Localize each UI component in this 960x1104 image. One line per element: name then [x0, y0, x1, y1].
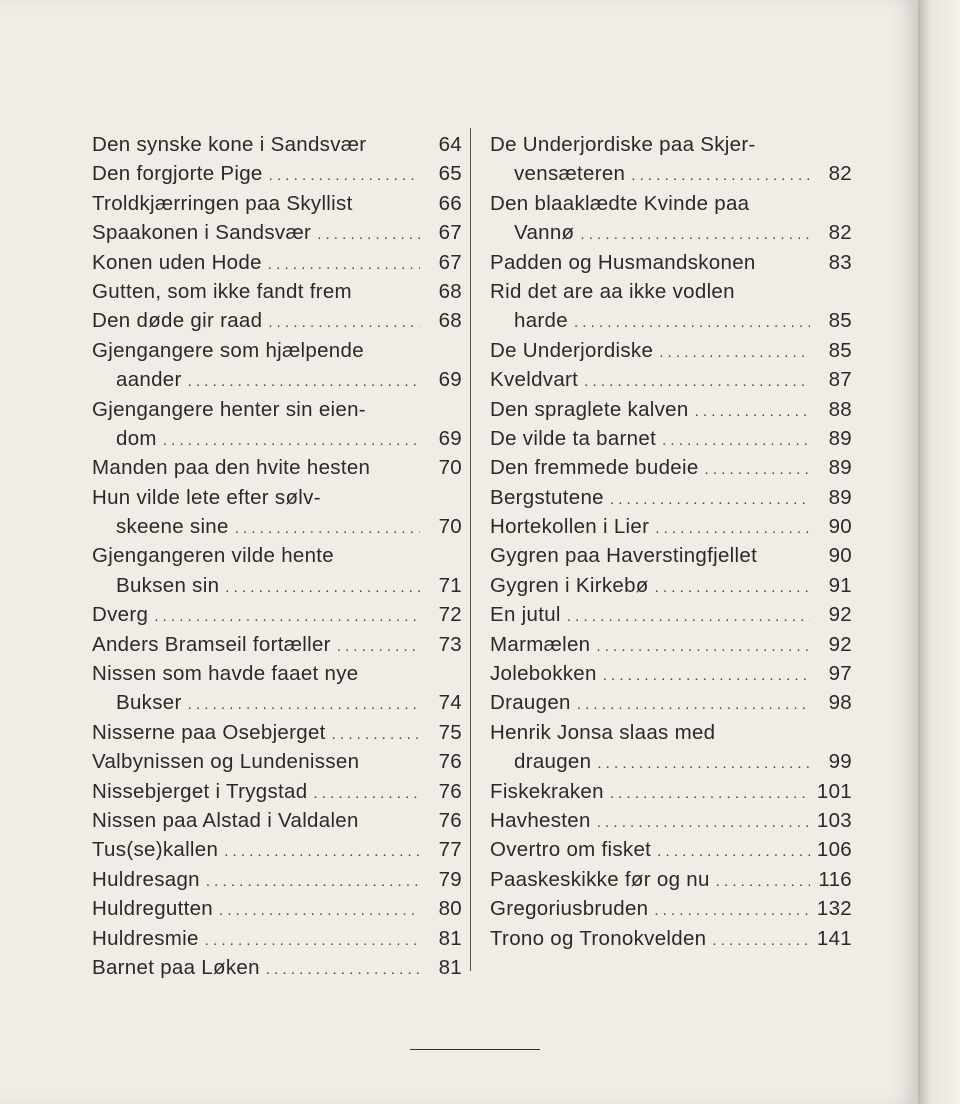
toc-page-number: 90 [828, 515, 852, 539]
leader-dots [268, 250, 420, 279]
toc-column-left [92, 130, 462, 982]
toc-entry-line [490, 189, 852, 218]
toc-entry [92, 718, 462, 747]
toc-entry-line [490, 924, 852, 953]
toc-entry-title: Vannø [514, 221, 575, 245]
toc-entry [92, 953, 462, 982]
toc-entry-title: Nisserne paa Osebjerget [92, 720, 326, 744]
toc-column-right [490, 130, 852, 953]
toc-entry [92, 865, 462, 894]
toc-entry-line [490, 718, 852, 747]
leader-dots [188, 367, 420, 396]
toc-entry-title: Gygren paa Haverstingfjellet [490, 544, 758, 568]
leader-dots [268, 308, 420, 337]
toc-entry-title: De Underjordiske paa Skjer- [490, 133, 756, 156]
leader-dots [224, 837, 420, 866]
toc-page-number: 103 [816, 808, 852, 832]
toc-entry [92, 777, 462, 806]
toc-entry-line [490, 894, 852, 923]
toc-entry-line [92, 159, 462, 188]
toc-entry [92, 248, 462, 277]
toc-entry-title: Nissebjerget i Trygstad [92, 779, 308, 803]
leader-dots [337, 632, 420, 661]
leader-dots [657, 837, 810, 866]
toc-page-number: 99 [828, 750, 852, 774]
toc-entry-title: Den forgjorte Pige [92, 162, 263, 186]
leader-dots [205, 926, 420, 955]
leader-dots [317, 220, 420, 249]
toc-entry-line [92, 865, 462, 894]
toc-entry-line [92, 571, 462, 600]
leader-dots [163, 426, 420, 455]
toc-entry [92, 189, 462, 218]
toc-entry-title: Huldresagn [92, 867, 200, 891]
leader-dots [603, 661, 810, 690]
toc-entry [92, 924, 462, 953]
toc-entry-title: Bukser [116, 691, 182, 715]
toc-entry-line [490, 248, 852, 277]
toc-entry-title: Spaakonen i Sandsvær [92, 221, 312, 245]
toc-entry-title: Tus(se)kallen [92, 838, 219, 862]
toc-entry [92, 806, 462, 835]
toc-entry-title: Gygren i Kirkebø [490, 573, 649, 597]
toc-page-number: 71 [438, 573, 462, 597]
toc-entry-title: Buksen sin [116, 573, 220, 597]
toc-entry [490, 512, 852, 541]
toc-page-number: 91 [828, 573, 852, 597]
toc-entry-title: Kveldvart [490, 368, 579, 392]
toc-entry [92, 835, 462, 864]
toc-page-number: 72 [438, 603, 462, 627]
toc-entry-line [490, 512, 852, 541]
leader-dots [695, 397, 810, 426]
leader-dots [235, 514, 420, 543]
toc-page-number: 141 [816, 926, 852, 950]
toc-entry-line [490, 218, 852, 247]
toc-entry [92, 541, 462, 600]
toc-entry-title: Gjengangere henter sin eien- [92, 397, 366, 421]
toc-entry-line [92, 630, 462, 659]
leader-dots [654, 896, 810, 925]
toc-page-number: 83 [828, 250, 852, 274]
toc-entry-title: Anders Bramseil fortæller [92, 632, 331, 656]
toc-entry [92, 159, 462, 188]
toc-entry [490, 130, 852, 189]
leader-dots [662, 426, 810, 455]
toc-entry [92, 747, 462, 776]
toc-page-number: 69 [438, 368, 462, 392]
toc-entry-line [92, 365, 462, 394]
toc-entry [490, 924, 852, 953]
toc-entry-title: aander [116, 368, 182, 392]
toc-entry-line [490, 541, 852, 570]
toc-entry-line [490, 159, 852, 188]
toc-entry-line [490, 659, 852, 688]
toc-entry [490, 630, 852, 659]
toc-entry-line [490, 630, 852, 659]
toc-entry [490, 806, 852, 835]
toc-entry-title: Nissen paa Alstad i Valdalen [92, 808, 359, 832]
toc-entry-title: Gjengangere som hjælpende [92, 338, 364, 362]
toc-entry [490, 395, 852, 424]
toc-entry [92, 483, 462, 542]
toc-entry-title: Rid det are aa ikke vodlen [490, 279, 735, 303]
toc-entry-line [92, 453, 462, 482]
toc-entry-title: Padden og Husmandskonen [490, 250, 756, 274]
toc-page-number: 82 [828, 162, 852, 186]
toc-entry [92, 630, 462, 659]
leader-dots [269, 161, 420, 190]
leader-dots [188, 690, 420, 719]
leader-dots [655, 514, 810, 543]
toc-entry-line [490, 806, 852, 835]
toc-entry-title: Nissen som havde faaet nye [92, 662, 359, 686]
toc-entry [92, 659, 462, 718]
toc-page-number: 69 [438, 426, 462, 450]
toc-entry [490, 541, 852, 570]
toc-entry-title: Huldresmie [92, 926, 199, 950]
toc-page-number: 65 [438, 162, 462, 186]
toc-page-number: 68 [438, 279, 462, 303]
toc-entry-line [490, 747, 852, 776]
toc-entry [490, 424, 852, 453]
toc-entry-line [490, 395, 852, 424]
toc-entry-line [92, 189, 462, 218]
toc-entry-line [490, 365, 852, 394]
toc-entry-title: De vilde ta barnet [490, 426, 657, 450]
toc-entry [490, 659, 852, 688]
toc-page-number: 70 [438, 456, 462, 480]
toc-entry-line [490, 483, 852, 512]
toc-entry [92, 395, 462, 454]
toc-page-number: 90 [828, 544, 852, 568]
toc-entry-line [92, 541, 462, 570]
leader-dots [584, 367, 810, 396]
leader-dots [266, 955, 420, 984]
toc-entry-line [490, 865, 852, 894]
toc-entry-title: Bergstutene [490, 485, 604, 509]
leader-dots [574, 308, 810, 337]
toc-entry-title: Valbynissen og Lundenissen [92, 750, 360, 774]
toc-entry-title: Den synske kone i Sandsvær [92, 133, 367, 156]
toc-entry [92, 218, 462, 247]
toc-entry-line [92, 218, 462, 247]
column-divider [470, 128, 471, 971]
toc-entry-line [92, 777, 462, 806]
leader-dots [610, 485, 810, 514]
toc-entry [490, 835, 852, 864]
toc-page-number: 88 [828, 397, 852, 421]
toc-entry-title: Gutten, som ikke fandt frem [92, 279, 352, 303]
toc-entry-line [92, 306, 462, 335]
toc-entry-line [92, 688, 462, 717]
toc-entry-line [490, 336, 852, 365]
toc-page-number: 92 [828, 603, 852, 627]
toc-entry-title: Konen uden Hode [92, 250, 262, 274]
toc-entry-title: dom [116, 426, 157, 450]
toc-entry-line [490, 777, 852, 806]
toc-entry-title: Hortekollen i Lier [490, 515, 650, 539]
toc-entry-title: Overtro om fisket [490, 838, 652, 862]
toc-entry-line [92, 483, 462, 512]
toc-entry-title: Draugen [490, 691, 571, 715]
toc-page-number: 81 [438, 955, 462, 979]
toc-entry [490, 718, 852, 777]
toc-entry-line [92, 806, 462, 835]
toc-entry [490, 365, 852, 394]
toc-page-number: 85 [828, 309, 852, 333]
leader-dots [596, 632, 810, 661]
toc-page-number: 67 [438, 250, 462, 274]
toc-entry [490, 777, 852, 806]
leader-dots [631, 161, 810, 190]
toc-entry-title: Trono og Tronokvelden [490, 926, 707, 950]
toc-page-number: 89 [828, 456, 852, 480]
toc-page-number: 106 [816, 838, 852, 862]
toc-entry-line [92, 395, 462, 424]
leader-dots [597, 749, 810, 778]
toc-page-number: 101 [816, 779, 852, 803]
toc-page-number: 87 [828, 368, 852, 392]
toc-entry-line [490, 277, 852, 306]
toc-entry-line [92, 718, 462, 747]
toc-entry-title: Den spraglete kalven [490, 397, 689, 421]
toc-page-number: 66 [438, 191, 462, 215]
leader-dots [580, 220, 810, 249]
toc-page-number: 116 [818, 867, 852, 891]
toc-entry-title: Huldregutten [92, 897, 213, 921]
toc-entry-line [92, 659, 462, 688]
end-rule [410, 1049, 540, 1050]
toc-entry-title: Jolebokken [490, 662, 597, 686]
toc-entry [92, 336, 462, 395]
leader-dots [712, 926, 810, 955]
toc-entry-line [92, 248, 462, 277]
toc-entry-line [92, 277, 462, 306]
toc-page-number: 85 [828, 338, 852, 362]
toc-entry-line [490, 306, 852, 335]
toc-entry-title: Fiskekraken [490, 779, 604, 803]
toc-entry [92, 894, 462, 923]
toc-entry-line [92, 924, 462, 953]
leader-dots [313, 779, 420, 808]
toc-entry [92, 453, 462, 482]
toc-entry-title: Marmælen [490, 632, 591, 656]
toc-entry-title: Havhesten [490, 808, 591, 832]
toc-entry [490, 571, 852, 600]
toc-entry-line [490, 130, 852, 159]
toc-entry [490, 277, 852, 336]
toc-page-number: 89 [828, 485, 852, 509]
toc-page-number: 81 [438, 926, 462, 950]
leader-dots [610, 779, 810, 808]
toc-page-number: 77 [438, 838, 462, 862]
leader-dots [332, 720, 420, 749]
toc-page-number: 64 [438, 133, 462, 156]
leader-dots [567, 602, 810, 631]
toc-entry-title: Den fremmede budeie [490, 456, 699, 480]
toc-entry-line [92, 512, 462, 541]
leader-dots [225, 573, 420, 602]
toc-entry [92, 600, 462, 629]
toc-entry-line [92, 835, 462, 864]
toc-page-number: 92 [828, 632, 852, 656]
toc-entry-line [92, 600, 462, 629]
leader-dots [716, 867, 810, 896]
toc-entry-line [92, 130, 462, 159]
toc-page-number: 70 [438, 515, 462, 539]
toc-entry-title: Gjengangeren vilde hente [92, 544, 334, 568]
leader-dots [655, 573, 810, 602]
toc-entry [490, 894, 852, 923]
toc-entry-title: Manden paa den hvite hesten [92, 456, 371, 480]
toc-entry-title: Den døde gir raad [92, 309, 263, 333]
toc-entry-title: Hun vilde lete efter sølv- [92, 485, 321, 509]
toc-entry-line [490, 600, 852, 629]
toc-entry-line [490, 453, 852, 482]
toc-entry-title: skeene sine [116, 515, 229, 539]
toc-entry-line [92, 747, 462, 776]
leader-dots [659, 338, 810, 367]
toc-entry-title: Troldkjærringen paa Skyllist [92, 191, 353, 215]
toc-entry-title: harde [514, 309, 568, 333]
toc-entry [490, 483, 852, 512]
toc-entry-title: Dverg [92, 603, 149, 627]
toc-entry-line [490, 571, 852, 600]
toc-entry [92, 130, 462, 159]
toc-entry-title: En jutul [490, 603, 561, 627]
toc-page-number: 97 [828, 662, 852, 686]
toc-page-number: 68 [438, 309, 462, 333]
toc-entry-line [92, 894, 462, 923]
toc-entry-line [92, 424, 462, 453]
leader-dots [154, 602, 420, 631]
toc-entry-title: Paaskeskikke før og nu [490, 867, 710, 891]
toc-page-number: 74 [438, 691, 462, 715]
toc-page-number: 79 [438, 867, 462, 891]
toc-page-number: 67 [438, 221, 462, 245]
leader-dots [206, 867, 420, 896]
toc-entry [490, 189, 852, 248]
toc-entry [490, 248, 852, 277]
toc-entry [490, 600, 852, 629]
toc-entry [490, 865, 852, 894]
toc-entry [490, 688, 852, 717]
toc-page-number: 80 [438, 897, 462, 921]
toc-entry-title: De Underjordiske [490, 338, 654, 362]
toc-entry-title: Gregoriusbruden [490, 897, 649, 921]
toc-page-number: 89 [828, 426, 852, 450]
toc-entry [490, 453, 852, 482]
toc-entry-line [490, 424, 852, 453]
toc-entry-title: vensæteren [514, 162, 626, 186]
toc-page-number: 132 [816, 897, 852, 921]
toc-page-number: 76 [438, 808, 462, 832]
toc-entry-line [92, 953, 462, 982]
toc-entry-title: draugen [514, 750, 592, 774]
toc-page-number: 82 [828, 221, 852, 245]
toc-entry-line [92, 336, 462, 365]
toc-page-number: 73 [438, 632, 462, 656]
toc-entry-title: Den blaaklædte Kvinde paa [490, 191, 750, 215]
leader-dots [597, 808, 810, 837]
toc-entry [490, 336, 852, 365]
toc-entry-line [490, 835, 852, 864]
toc-entry-line [490, 688, 852, 717]
leader-dots [705, 455, 810, 484]
toc-page-number: 76 [438, 779, 462, 803]
toc-entry [92, 306, 462, 335]
leader-dots [219, 896, 420, 925]
toc-page-number: 76 [438, 750, 462, 774]
toc-entry-title: Barnet paa Løken [92, 955, 260, 979]
toc-page-number: 75 [438, 720, 462, 744]
toc-entry-title: Henrik Jonsa slaas med [490, 720, 716, 744]
leader-dots [577, 690, 810, 719]
page-edge [918, 0, 960, 1104]
toc-page-number: 98 [828, 691, 852, 715]
toc-entry [92, 277, 462, 306]
